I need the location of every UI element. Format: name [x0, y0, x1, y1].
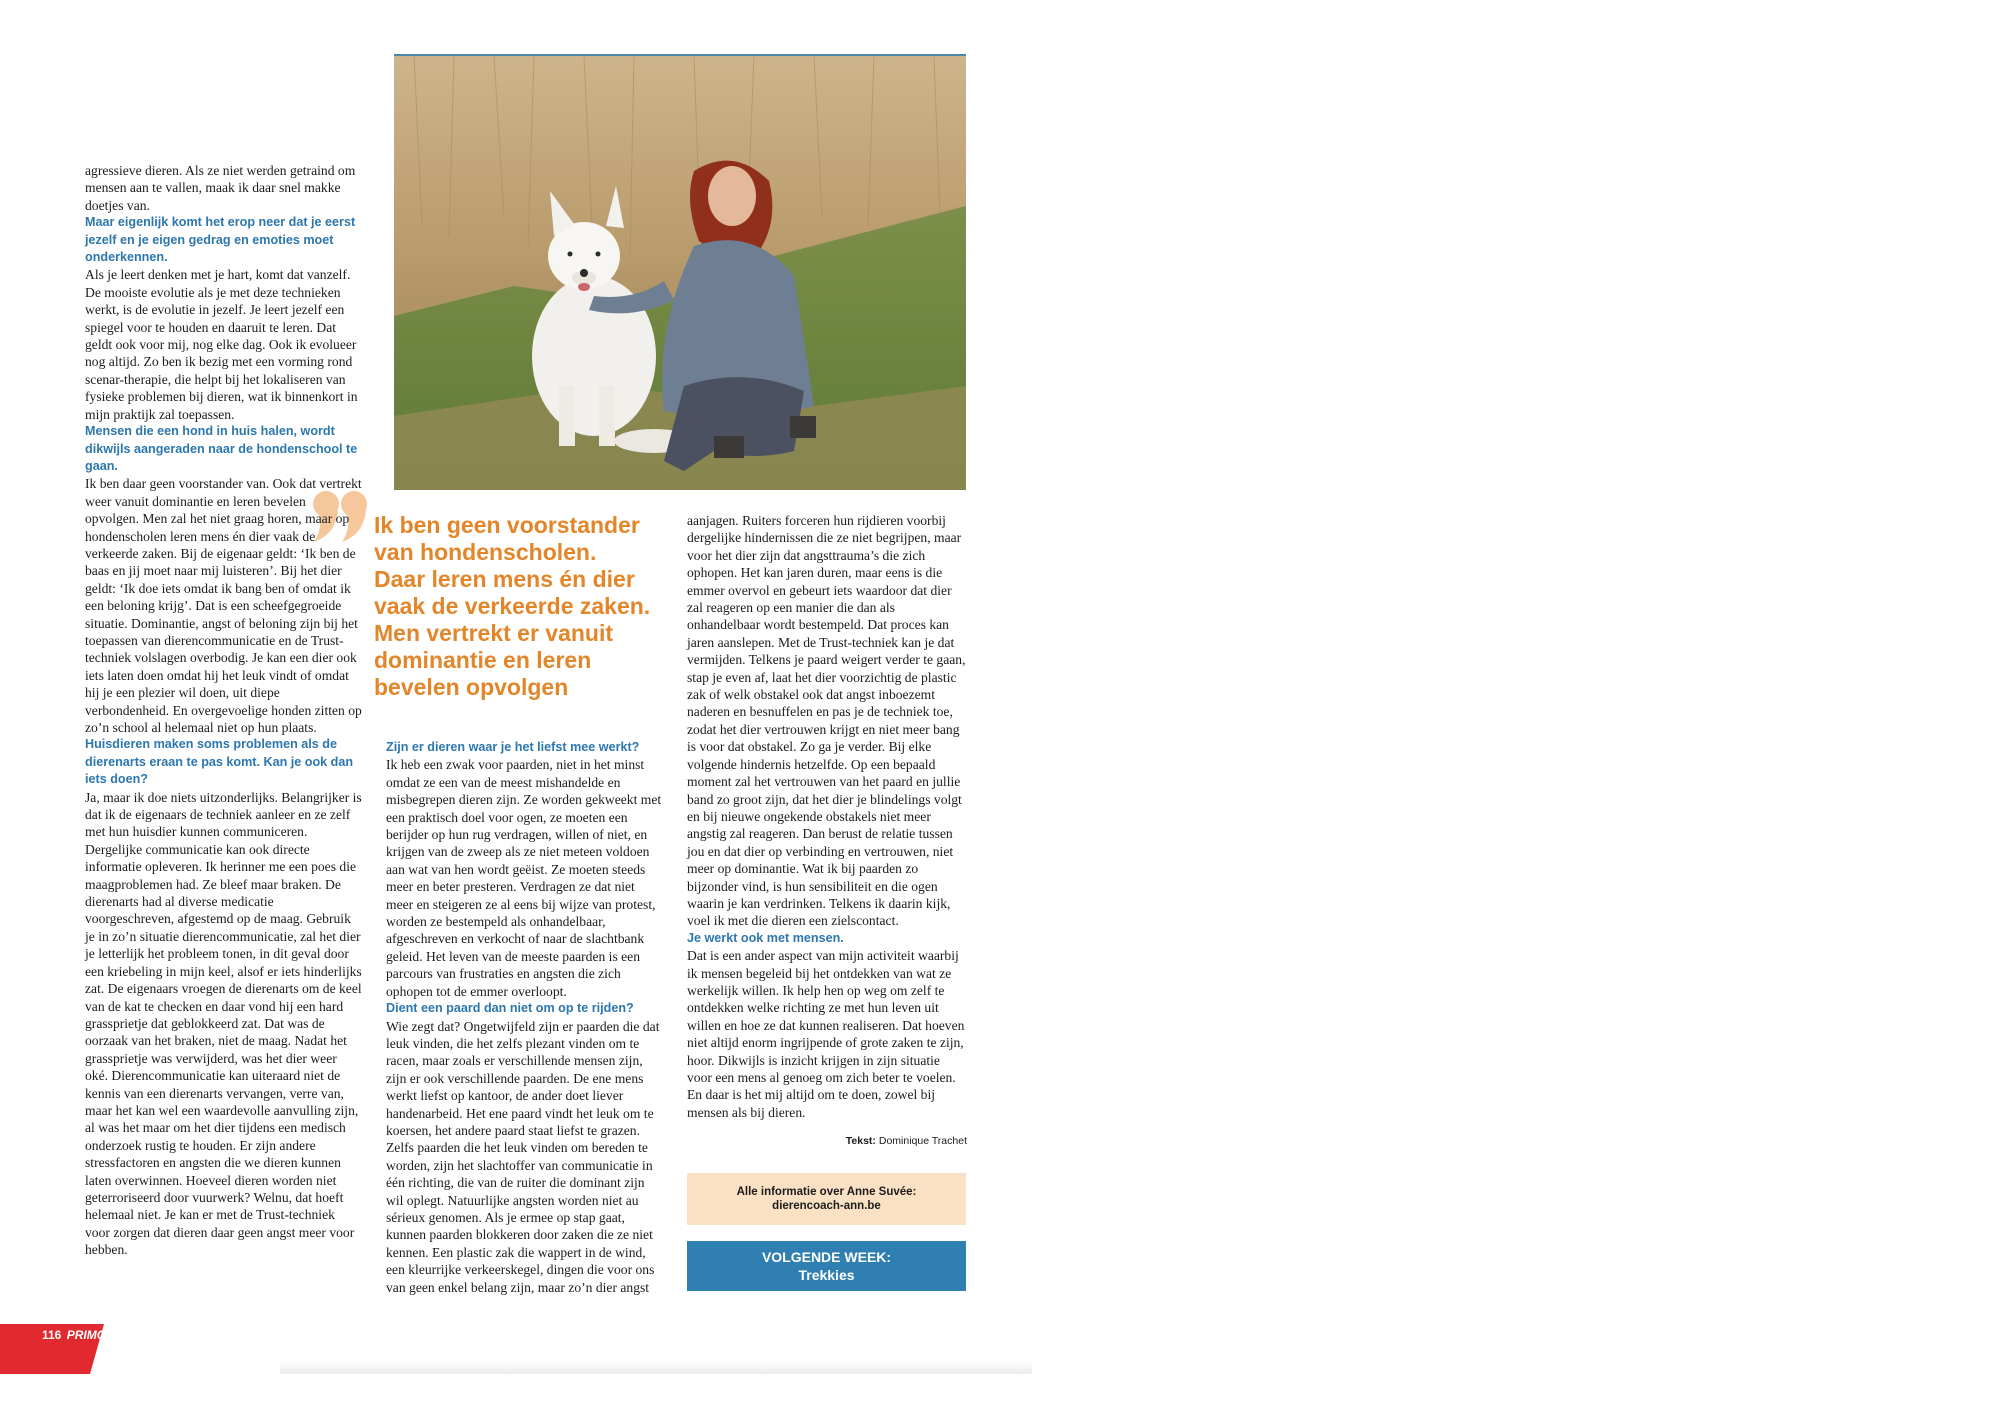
author-credit-label: Tekst:	[845, 1135, 876, 1148]
article-photo	[394, 54, 966, 490]
interview-question: Zijn er dieren waar je het liefst mee werkt?	[386, 740, 640, 754]
pull-quote-line: bevelen opvolgen	[374, 674, 569, 700]
article-paragraph: Als je leert denken met je hart, komt dat vanzelf. De mooiste evolutie als je met deze technieken werkt, is de evolutie in jezelf. Je leert jezelf een spiegel voor te houden en daaruit te leren. Dat geldt ook voor mij, nog elke dag. Ook ik evolueer nog altijd. Zo ben ik bezig met een vorming rond scenar-therapie, die helpt bij het lokaliseren van fysieke problemen bij dieren, wat ik binnenkort in mijn praktijk zal toepassen.	[85, 267, 358, 422]
interview-question: Dient een paard dan niet om op te rijden?	[386, 1001, 634, 1016]
article-paragraph: Ja, maar ik doe niets uitzonderlijks. Belangrijker is dat ik de eigenaars de techniek aanleer en ze zelf met hun huisdier kunnen communiceren. Dergelijke communicatie kan ook directe informatie opleveren. Ik herinner me een poes die maagproblemen had. Ze bleef maar braken. De dierenarts had al diverse medicatie voorgeschreven, afgestemd op de maag. Gebruik je in zo’n situatie dierencommunicatie, zal het dier je letterlijk het probleem tonen, in dit geval door een kriebeling in mijn keel, alsof er iets hinderlijks zat. De eigenaars vroegen de dierenarts om de keel van de kat te checken en daar vond hij een hard grassprietje dat geblokkeerd zat. Dat was de oorzaak van het braken, niet de maag. Nadat het grassprietje was verwijderd, was het dier weer oké. Dierencommunicatie kan uiteraard niet de kennis van een dierenarts vervangen, verre van, maar het kan wel een waardevolle aanvulling zijn, al was het maar om het dier tijdens een medisch onderzoek rustig te houden. Er zijn andere stressfactoren en angsten die we dieren kunnen laten overwinnen. Hoeveel dieren worden niet geterroriseerd door vuurwerk? Welnu, dat hoeft helemaal niet. Je kan er met de Trust-techniek voor zorgen dat dieren daar geen angst meer voor hebben.	[85, 789, 362, 1258]
next-week-label: VOLGENDE WEEK:	[761, 1249, 892, 1265]
author-credit	[687, 1133, 967, 1150]
info-box	[687, 1173, 966, 1225]
article-column-2	[386, 739, 664, 1296]
next-week-topic: Trekkies	[798, 1267, 855, 1283]
article-paragraph: aanjagen. Ruiters forceren hun rijdieren voorbij dergelijke hindernissen die ze niet begrijpen, maar voor het dier zijn dat angsttrauma’s die zich ophopen. Het kan jaren duren, maar eens is die emmer overvol en gebeurt iets waardoor dat dier zal reageren op een manier die dan als onhandelbaar wordt bestempeld. Dat proces kan jaren aanslepen. Met de Trust-techniek kan je dat vermijden. Telkens je paard weigert verder te gaan, stap je even af, laat het dier voorzichtig de plastic zak of welk obstakel ook dat angst inboezemt naderen en besnuffelen en pas je de techniek toe, zodat het dier vertrouwen krijgt en niet meer bang is voor dat obstakel. Zo ga je verder. Bij elke volgende hindernis hetzelfde. Op een bepaald moment zal het vertrouwen van het paard en jullie band zo groot zijn, dat het dier je blindelings volgt en bij nieuwe ongekende obstakels niet meer angstig zal reageren. Dan berust de relatie tussen jou en dat dier op verbinding en vertrouwen, niet meer op dominantie. Wat ik bij paarden zo bijzonder vind, is hun sensibiliteit en die ogen waarin je kan verdrinken. Telkens ik daarin kijk, voel ik met die dieren een zielscontact.	[687, 513, 966, 929]
pull-quote-line: Ik ben geen voorstander	[374, 512, 640, 538]
article-paragraph: Ik heb een zwak voor paarden, niet in het minst omdat ze een van de meest mishandelde en misbegrepen dieren zijn. Ze worden gekweekt met een praktisch doel voor ogen, ze moeten een berijder op hun rug verdragen, willen of niet, en krijgen van de zweep als ze niet meteen voldoen aan wat van hen wordt geëist. Ze moeten steeds meer en beter presteren. Verdragen ze dat niet meer en steigeren ze al eens bij wijze van protest, worden ze bestempeld als onhandelbaar, afgeschreven en verkocht of naar de slachtbank geleid. Het leven van de meeste paarden is een parcours van frustraties en angsten die zich ophopen tot de emmer overloopt.	[386, 757, 662, 999]
photo-woman-with-white-dog	[394, 56, 966, 490]
interview-question: Mensen die een hond in huis halen, wordt dikwijls aangeraden naar de hondenschool te gaan.	[85, 424, 358, 473]
page-number: 116	[42, 1328, 62, 1342]
page-shadow	[280, 1360, 1032, 1374]
magazine-name: PRIMO	[66, 1328, 107, 1342]
interview-question: Maar eigenlijk komt het erop neer dat je eerst jezelf en je eigen gedrag en emoties moet onderkennen.	[85, 215, 356, 265]
interview-question: Huisdieren maken soms problemen als de dierenarts eraan te pas komt. Kan je ook dan iets doen?	[85, 737, 354, 787]
pull-quote-line: dominantie en leren	[374, 647, 592, 673]
author-credit-name: Dominique Trachet	[878, 1135, 967, 1148]
article-paragraph: Dat is een ander aspect van mijn activiteit waarbij ik mensen begeleid bij het ontdekken van wat ze werkelijk willen. Ik help hen op weg om zelf te ontdekken welke richting ze met hun leven uit willen en hoe ze dat kunnen realiseren. Dat hoeven niet altijd enorm ingrijpende of grote zaken te zijn, hoor. Dikwijls is inzicht krijgen in zijn situatie voor een mens al genoeg om zich beter te voelen. En daar is het mij altijd om te doen, zowel bij mensen als bij dieren.	[687, 948, 965, 1120]
article-paragraph: agressieve dieren. Als ze niet werden getraind om mensen aan te vallen, maak ik daar snel makke doetjes van.	[85, 163, 356, 213]
pull-quote-line: vaak de verkeerde zaken.	[374, 593, 651, 619]
interview-question: Je werkt ook met mensen.	[687, 930, 844, 945]
article-column-3	[687, 512, 967, 1151]
article-column-1	[85, 162, 363, 1259]
info-box-website: dierencoach-ann.be	[772, 1200, 881, 1212]
pull-quote-line: Daar leren mens én dier	[374, 566, 635, 592]
article-paragraph: Ik ben daar geen voorstander van. Ook dat vertrekt weer vanuit dominantie en leren bevelen opvolgen. Men zal het niet graag horen, maar op hondenscholen leren mens én dier vaak de verkeerde zaken. Bij de eigenaar geldt: ‘Ik ben de baas en jij moet naar mij luisteren’. Bij het dier geldt: ‘Ik doe iets omdat ik bang ben of omdat ik een beloning krijg’. Dat is een scheefgegroeide situatie. Dominantie, angst of beloning zijn bij het toepassen van dierencommunicatie en de Trust-techniek volslagen overbodig. Je kan een dier ook iets laten doen omdat hij het leuk vindt of omdat hij je een plezier wil doen, uit diepe verbondenheid. En overgevoelige honden zitten op zo’n school al helemaal niet op hun plaats.	[85, 476, 362, 735]
next-week-box	[687, 1241, 966, 1291]
info-box-title: Alle informatie over Anne Suvée:	[736, 1186, 917, 1198]
pull-quote	[374, 512, 664, 701]
article-paragraph: Wie zegt dat? Ongetwijfeld zijn er paarden die dat leuk vinden, die het zelfs plezant vinden om te racen, maar zoals er verschillende mensen zijn, zijn er ook verschillende paarden. De ene mens werkt liefst op kantoor, de ander doet liever handenarbeid. Het ene paard vindt het leuk om te koersen, het andere paard staat liefst te grazen. Zelfs paarden die het leuk vinden om bereden te worden, zijn het slachtoffer van communicatie in één richting, die van de ruiter die dominant zijn wil oplegt. Natuurlijke angsten worden niet au sérieux genomen. Als je ermee op stap gaat, kunnen paarden blokkeren door zaken die ze niet kennen. Een plastic zak die wappert in de wind, een kleurrijke verkeerskegel, dingen die voor ons van geen enkel belang zijn, maar zo’n dier angst	[386, 1018, 660, 1295]
page-number-label	[42, 1328, 106, 1342]
pull-quote-line: Men vertrekt er vanuit	[374, 620, 614, 646]
pull-quote-line: van hondenscholen.	[374, 539, 597, 565]
